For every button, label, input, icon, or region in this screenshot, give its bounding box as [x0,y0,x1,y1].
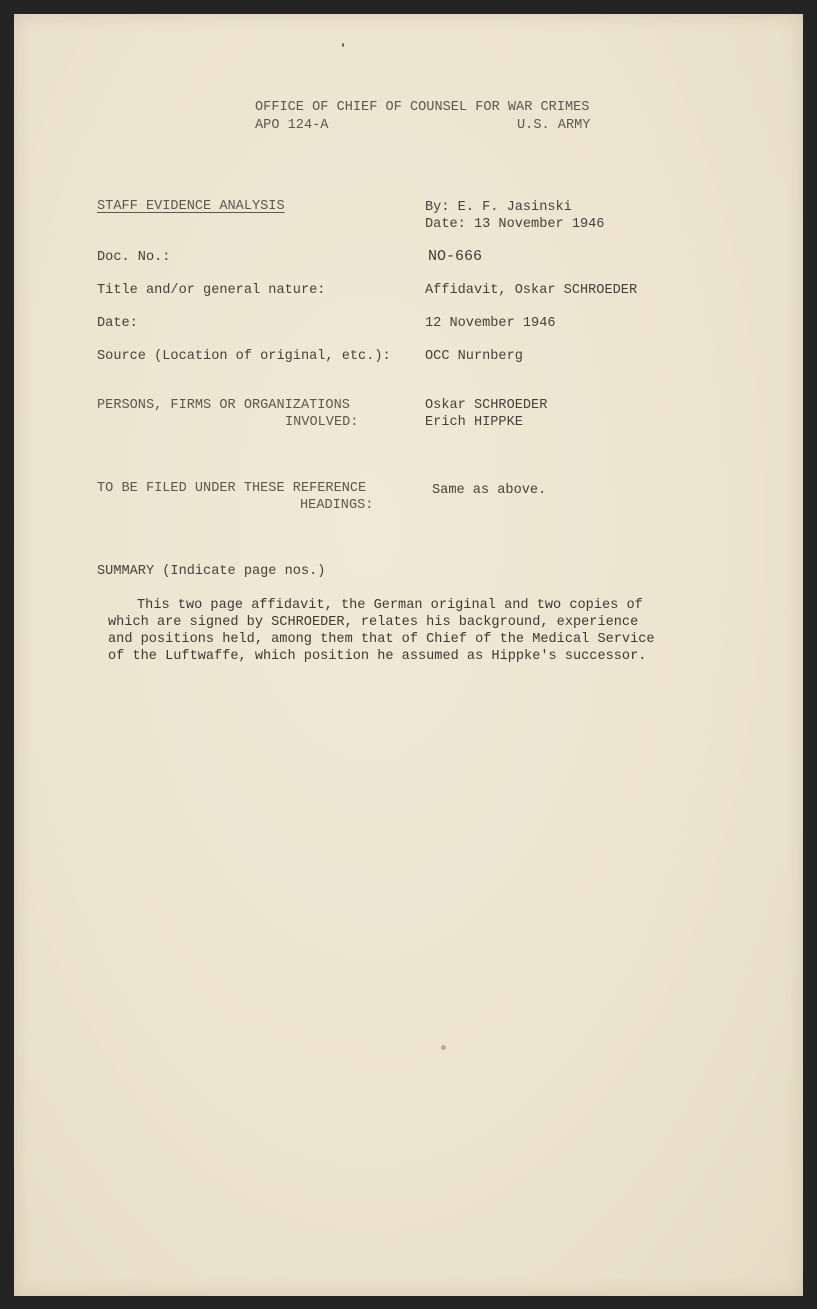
source-value: OCC Nurnberg [425,349,523,364]
letterhead-army: U.S. ARMY [517,118,591,133]
title-value: Affidavit, Oskar SCHROEDER [425,283,638,298]
form-title: STAFF EVIDENCE ANALYSIS [97,199,285,214]
summary-line-3: and positions held, among them that of Chief of the Medical Service [108,632,655,647]
date-label: Date: [97,316,138,331]
title-label: Title and/or general nature: [97,283,326,298]
summary-line-2: which are signed by SCHROEDER, relates his background, experience [108,615,639,630]
summary-line-1: This two page affidavit, the German original and two copies of [137,598,643,613]
persons-label-line1: PERSONS, FIRMS OR ORGANIZATIONS [97,398,350,413]
person-1: Oskar SCHROEDER [425,398,548,413]
paper-speck [342,43,344,47]
filed-under-value: Same as above. [432,483,547,498]
date-value: 12 November 1946 [425,316,556,331]
letterhead-office: OFFICE OF CHIEF OF COUNSEL FOR WAR CRIMES [255,100,590,115]
letterhead-apo: APO 124-A [255,118,329,133]
filed-under-label-line1: TO BE FILED UNDER THESE REFERENCE [97,481,367,496]
doc-no-value: NO-666 [428,248,483,265]
source-label: Source (Location of original, etc.): [97,349,391,364]
filed-under-label-line2: HEADINGS: [300,498,374,513]
summary-line-4: of the Luftwaffe, which position he assumed as Hippke's successor. [108,649,647,664]
summary-heading: SUMMARY (Indicate page nos.) [97,564,326,579]
analyst-name: By: E. F. Jasinski [425,200,572,215]
doc-no-label: Doc. No.: [97,250,171,265]
persons-label-line2: INVOLVED: [285,415,359,430]
person-2: Erich HIPPKE [425,415,523,430]
paper-speck [441,1045,446,1050]
analysis-date: Date: 13 November 1946 [425,217,605,232]
